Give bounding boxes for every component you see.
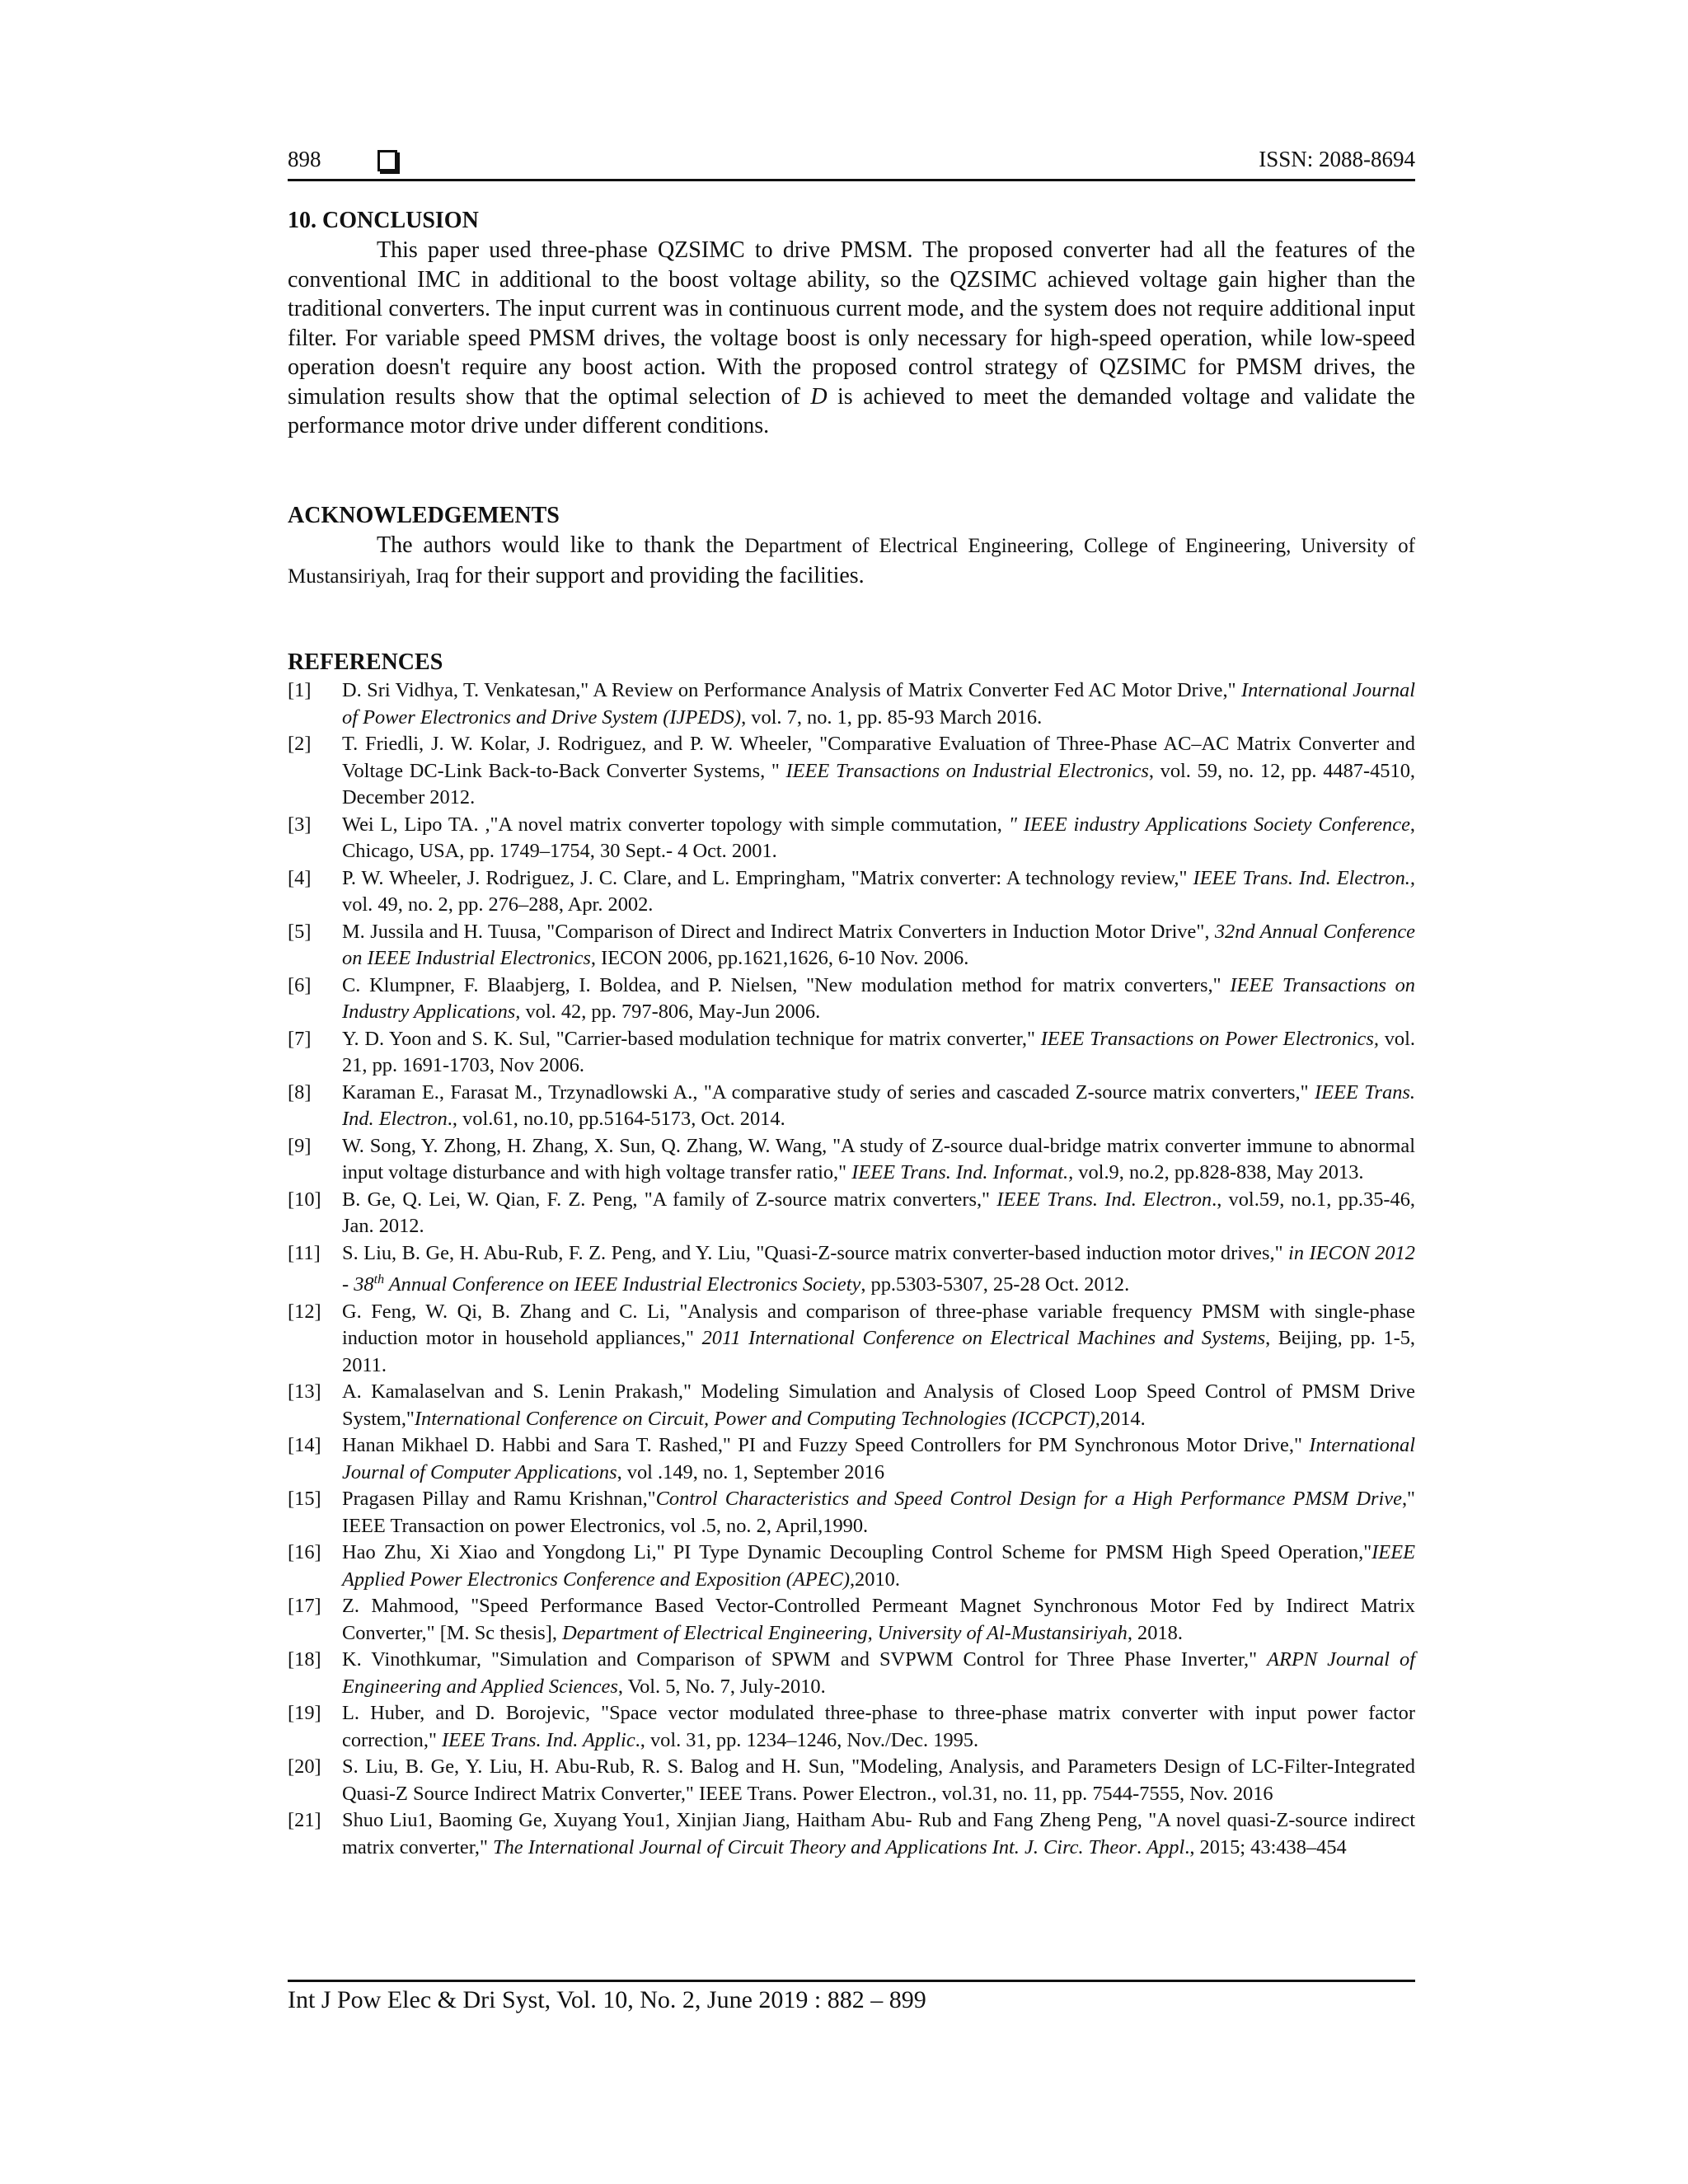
reference-text: ,2014. [1095,1407,1146,1430]
variable-d: D [810,383,828,410]
reference-item [288,1807,1415,1861]
reference-text: S. Liu, B. Ge, H. Abu-Rub, F. Z. Peng, and Y. Liu, "Quasi-Z-source matrix converter-based induction motor drives," [342,1241,1289,1264]
reference-text: ., vol. 31, pp. 1234–1246, Nov./Dec. 1995. [635,1728,979,1751]
reference-item [288,1187,1415,1240]
page-footer: Int J Pow Elec & Dri Syst, Vol. 10, No. 2, June 2019 : 882 – 899 [288,1986,926,2013]
reference-number: [20] [288,1755,321,1779]
reference-text: P. W. Wheeler, J. Rodriguez, J. C. Clare, and L. Empringham, "Matrix converter: A technology review," [342,866,1193,889]
reference-text: 2011 International Conference on Electrical Machines and Systems [701,1327,1266,1350]
reference-number: [7] [288,1027,312,1050]
reference-text: " IEEE industry Applications Society Conference [1008,813,1410,836]
reference-text: , vol .149, no. 1, September 2016 [617,1460,885,1483]
reference-text: IEEE Trans. Ind. Informat., [851,1161,1074,1183]
reference-text: , vol. 7, no. 1, pp. 85-93 March 2016. [741,705,1043,729]
reference-text: Control Characteristics and Speed Control Design for a High Performance PMSM Drive [655,1488,1402,1511]
reference-item [288,919,1415,972]
reference-item [288,1299,1415,1380]
reference-text: K. Vinothkumar, "Simulation and Comparison of SPWM and SVPWM Control for Three Phase Inverter," [342,1648,1268,1671]
reference-text: vol. 42, pp. 797-806, May-Jun 2006. [520,1001,821,1023]
reference-text: in IECON 2012 - 38 [342,1241,1415,1296]
reference-item [288,1080,1415,1133]
reference-text: Wei L, Lipo TA. ,"A novel matrix converter topology with simple commutation, [342,813,1009,836]
reference-text: Annual Conference on IEEE Industrial Electronics Society [384,1273,861,1296]
reference-text: IEEE Transactions on Industry Applications, [342,973,1415,1023]
reference-number: [9] [288,1134,312,1157]
reference-item [288,1540,1415,1593]
issn-label: ISSN: 2088-8694 [1259,147,1415,171]
ack-department: Department of Electrical Engineering, College of Engineering, University of Mustansiriyah, Iraq [288,535,1416,588]
reference-text: vol. 49, no. 2, pp. 276–288, Apr. 2002. [342,893,654,916]
reference-text: IEEE Trans. Ind. Electron., [1193,866,1415,889]
reference-text: International Journal of Power Electronics and Drive System (IJPEDS) [342,679,1415,729]
reference-text: vol.9, no.2, pp.828-838, May 2013. [1073,1161,1364,1183]
reference-item [288,1240,1415,1299]
page-number: 898 [288,147,321,171]
reference-item [288,812,1415,865]
reference-text: IEEE Transactions on Power Electronics, [1040,1027,1379,1050]
reference-text: M. Jussila and H. Tuusa, "Comparison of Direct and Indirect Matrix Converters in Induction Motor Drive", [342,920,1215,943]
ack-text-before: The authors would like to thank the [377,532,745,558]
reference-text: th [373,1272,385,1286]
reference-text: Y. D. Yoon and S. K. Sul, "Carrier-based modulation technique for matrix converter," [342,1027,1041,1050]
reference-text: S. Liu, B. Ge, Y. Liu, H. Abu-Rub, R. S. Balog and H. Sun, "Modeling, Analysis, and Parameters Design of LC-Filter-Integrated Quasi-Z Source Indirect Matrix Converter," IEEE Trans. Power Electron., vol.31, no. 11, pp. 7544-7555, Nov. 2016 [342,1755,1415,1805]
reference-text: International Conference on Circuit, Power and Computing Technologies (ICCPCT) [414,1407,1095,1430]
reference-text: ., vol.61, no.10, pp.5164-5173, Oct. 2014. [447,1108,785,1130]
reference-number: [6] [288,973,312,996]
reference-text: C. Klumpner, F. Blaabjerg, I. Boldea, and P. Nielsen, "New modulation method for matrix converters," [342,973,1231,996]
reference-number: [19] [288,1702,321,1725]
reference-text: Hanan Mikhael D. Habbi and Sara T. Rashed," PI and Fuzzy Speed Controllers for PM Synchronous Motor Drive," [342,1434,1310,1457]
reference-text: , Beijing, pp. 1-5, 2011. [342,1327,1415,1376]
reference-item [288,972,1415,1026]
reference-list [288,677,1415,1861]
reference-item [288,731,1415,812]
reference-text: D. Sri Vidhya, T. Venkatesan," A Review on Performance Analysis of Matrix Converter Fed AC Motor Drive," [342,679,1241,701]
reference-number: [1] [288,679,312,701]
reference-text: Hao Zhu, Xi Xiao and Yongdong Li," PI Type Dynamic Decoupling Control Scheme for PMSM High Speed Operation," [342,1541,1372,1564]
acknowledgements-heading: ACKNOWLEDGEMENTS [288,503,560,528]
reference-item [288,1647,1415,1700]
reference-text: IEEE Applied Power Electronics Conference and Exposition (APEC) [342,1541,1415,1591]
reference-item [288,1754,1415,1807]
reference-number: [12] [288,1300,321,1323]
reference-text: A. Kamalaselvan and S. Lenin Prakash," Modeling Simulation and Analysis of Closed Loop Speed Control of PMSM Drive System," [342,1380,1415,1430]
reference-text: T. Friedli, J. W. Kolar, J. Rodriguez, and P. W. Wheeler, "Comparative Evaluation of Three-Phase AC–AC Matrix Converter and Voltage DC-Link Back-to-Back Converter Systems, " [342,733,1415,782]
reference-text: Pragasen Pillay and Ramu Krishnan," [342,1488,656,1511]
reference-text: IEEE Trans. Ind. Applic [442,1728,635,1751]
reference-text: International Journal of Computer Applications [342,1434,1415,1483]
reference-number: [14] [288,1434,321,1457]
header-rule [288,179,1415,181]
reference-number: [2] [288,733,312,755]
reference-item [288,1432,1415,1486]
reference-item [288,677,1415,731]
reference-item [288,1486,1415,1540]
reference-number: [10] [288,1188,321,1211]
reference-text: W. Song, Y. Zhong, H. Zhang, X. Sun, Q. Zhang, W. Wang, "A study of Z-source dual-bridge matrix converter immune to abnormal input voltage disturbance and with high voltage transfer ratio," [342,1134,1415,1183]
reference-text: IEEE Transactions on Industrial Electronics [785,759,1149,782]
reference-text: , vol. 59, no. 12, pp. 4487-4510, December 2012. [342,759,1415,808]
reference-text: Z. Mahmood, "Speed Performance Based Vector-Controlled Permeant Magnet Synchronous Motor Fed by Indirect Matrix Converter," [M. Sc thesis], [342,1595,1415,1644]
reference-text: Appl [1146,1835,1185,1858]
reference-text: , Chicago, USA, pp. 1749–1754, 30 Sept.- 4 Oct. 2001. [342,813,1415,862]
reference-number: [5] [288,920,312,943]
checkbox-icon [377,150,397,171]
reference-number: [15] [288,1488,321,1511]
references-heading: REFERENCES [288,649,443,675]
reference-text: ARPN Journal of Engineering and Applied Sciences [342,1648,1415,1698]
reference-text: G. Feng, W. Qi, B. Zhang and C. Li, "Analysis and comparison of three-phase variable frequency PMSM with single-phase induction motor in household appliances," [342,1300,1415,1350]
reference-text: , pp.5303-5307, 25-28 Oct. 2012. [860,1273,1130,1296]
reference-text: ,2010. [849,1568,900,1591]
footer-rule [288,1980,1415,1982]
reference-number: [4] [288,866,312,889]
conclusion-section [288,206,1415,441]
reference-text: ," IEEE Transaction on power Electronics, vol .5, no. 2, April,1990. [342,1488,1415,1537]
reference-item [288,1133,1415,1187]
reference-text: 2018. [1132,1621,1183,1644]
acknowledgements-section [288,501,1415,591]
reference-text: 32nd Annual Conference on IEEE Industrial Electronics [342,920,1416,969]
reference-text: ., vol.59, no.1, pp.35-46, Jan. 2012. [342,1188,1416,1237]
reference-number: [16] [288,1541,321,1564]
reference-text: Department of Electrical Engineering, University of Al-Mustansiriyah, [562,1621,1132,1644]
reference-item [288,1026,1415,1080]
reference-text: , Vol. 5, No. 7, July-2010. [617,1675,826,1698]
reference-text: L. Huber, and D. Borojevic, "Space vector modulated three-phase to three-phase matrix converter with input power factor correction," [342,1702,1415,1751]
reference-text: Shuo Liu1, Baoming Ge, Xuyang You1, Xinjian Jiang, Haitham Abu- Rub and Fang Zheng Peng, "A novel quasi-Z-source indirect matrix converter," [342,1809,1415,1858]
reference-text: vol. 21, pp. 1691-1703, Nov 2006. [342,1027,1415,1076]
ack-text-after: for their support and providing the facilities. [448,562,865,588]
conclusion-heading: 10. CONCLUSION [288,208,479,233]
reference-number: [8] [288,1080,312,1104]
reference-item [288,1593,1415,1647]
reference-text: B. Ge, Q. Lei, W. Qian, F. Z. Peng, "A family of Z-source matrix converters," [342,1188,997,1211]
reference-text: Karaman E., Farasat M., Trzynadlowski A., "A comparative study of series and cascaded Z-source matrix converters," [342,1080,1315,1104]
reference-text: The International Journal of Circuit Theory and Applications Int. J. Circ. Theor [493,1835,1137,1858]
reference-text: , IECON 2006, pp.1621,1626, 6-10 Nov. 2006. [590,947,969,969]
reference-number: [21] [288,1809,321,1832]
reference-text: IEEE Trans. Ind. Electron [342,1080,1416,1130]
reference-text: IEEE Trans. Ind. Electron [996,1188,1212,1211]
reference-number: [13] [288,1380,321,1404]
reference-item [288,865,1415,919]
reference-item [288,1379,1415,1432]
reference-number: [11] [288,1241,321,1264]
reference-number: [17] [288,1595,321,1618]
reference-item [288,1700,1415,1754]
page-header [288,147,1415,180]
conclusion-body: This paper used three-phase QZSIMC to drive PMSM. The proposed converter had all the features of the conventional IMC in additional to the boost voltage ability, so the QZSIMC achieved voltage gain higher than the traditional converters. The input current was in continuous current mode, and the system does not require additional input filter. For variable speed PMSM drives, the voltage boost is only necessary for high-speed operation, while low-speed operation doesn't require any boost action. With the proposed control strategy of QZSIMC for PMSM drives, the simulation results show that the optimal selection of D is achieved to meet the demanded voltage and validate the performance motor drive under different conditions. [288,237,1415,438]
reference-text: . [1136,1835,1147,1858]
reference-text: ., 2015; 43:438–454 [1184,1835,1347,1858]
reference-number: [3] [288,813,312,836]
acknowledgements-body [288,531,1415,591]
references-section [288,648,1415,1861]
reference-number: [18] [288,1648,321,1671]
